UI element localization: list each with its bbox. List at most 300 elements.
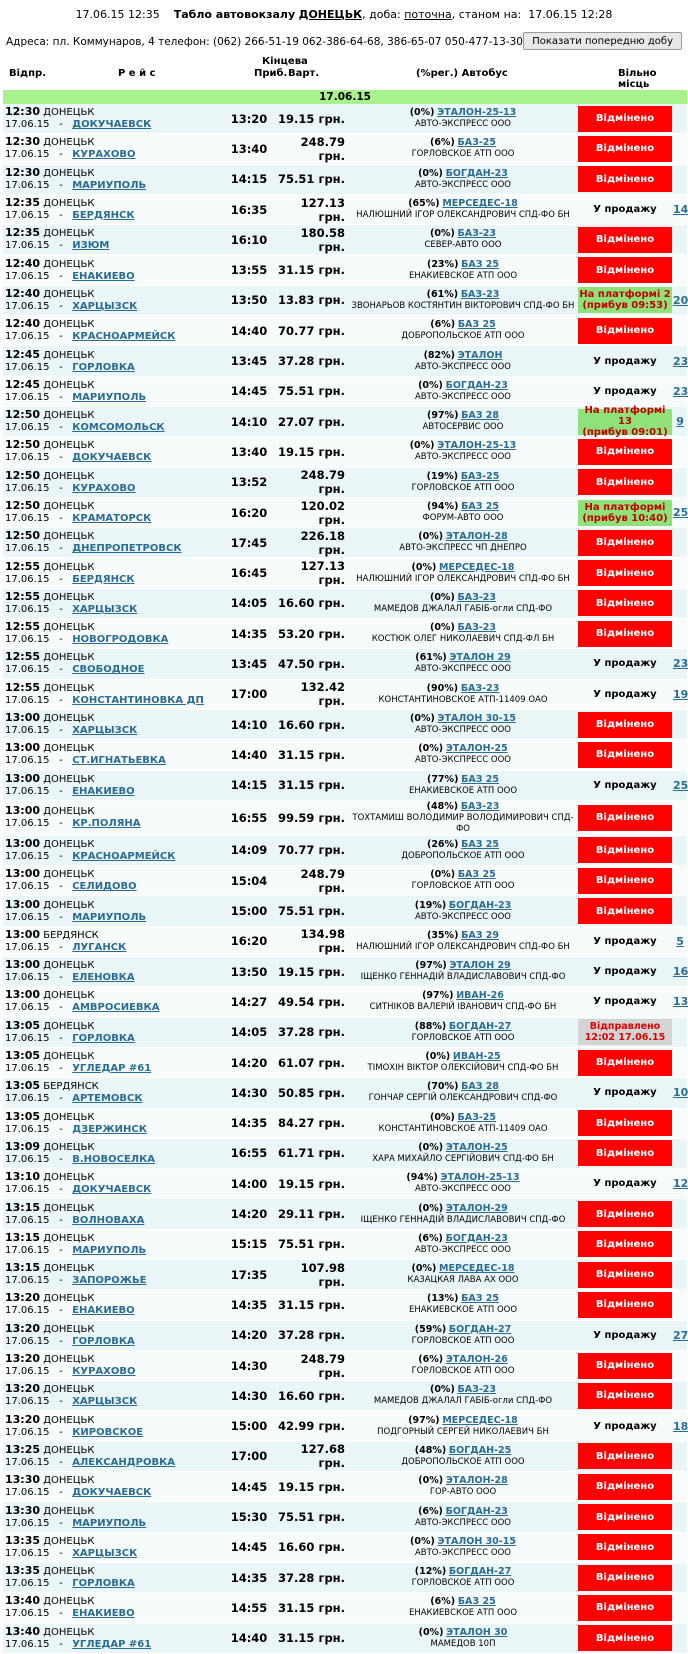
- departure-cell: 12:50 ДОНЕЦЬК 17.06.15 - ДОКУЧАЕВСК: [3, 437, 225, 467]
- table-row: [3, 1108, 687, 1138]
- departure-date: 17.06.15: [5, 1366, 50, 1378]
- destination-link[interactable]: МАРИУПОЛЬ: [72, 391, 147, 403]
- bus-model-link[interactable]: БАЗ-25: [457, 1111, 497, 1123]
- bus-cell: [349, 225, 577, 255]
- departure-cell: 12:30 ДОНЕЦЬК 17.06.15 - МАРИУПОЛЬ: [3, 164, 225, 194]
- bus-model-link[interactable]: ЭТАЛОН-25-13: [440, 1172, 520, 1184]
- occupancy-percent: (0%): [418, 1141, 444, 1153]
- seats-cell: [673, 1047, 687, 1077]
- currency: грн.: [318, 1540, 345, 1555]
- bus-model-link[interactable]: ЭТАЛОН 30-15: [437, 713, 516, 725]
- table-row: [3, 1017, 687, 1047]
- price: 248.79: [300, 468, 345, 483]
- bus-model-link[interactable]: БАЗ 25: [457, 1596, 496, 1608]
- currency: грн.: [318, 941, 345, 956]
- status-badge: У продажу: [593, 204, 657, 216]
- bus-model-link[interactable]: БОГДАН-23: [445, 1505, 508, 1517]
- bus-cell: [349, 1229, 577, 1259]
- destination-link[interactable]: КУРАХОВО: [72, 482, 136, 494]
- status-cell: [577, 679, 673, 709]
- status-badge: На платформі 2 (прибув 09:53): [579, 289, 671, 312]
- arrival-time: 14:35: [225, 1108, 273, 1138]
- price: 37.28: [278, 1025, 315, 1040]
- price: 19.15: [278, 111, 315, 126]
- bus-model-link[interactable]: ЭТАЛОН: [457, 349, 503, 361]
- bus-model-link[interactable]: БАЗ-23: [460, 800, 500, 812]
- departure-date: 17.06.15: [5, 300, 50, 312]
- bus-model-link[interactable]: ИВАН-26: [456, 990, 504, 1002]
- table-row: [3, 316, 687, 346]
- destination-link[interactable]: ГОРЛОВКА: [72, 1032, 135, 1044]
- bus-model-link[interactable]: ИВАН-25: [452, 1051, 501, 1063]
- departure-cell: 12:50 ДОНЕЦЬК 17.06.15 - КУРАХОВО: [3, 467, 225, 497]
- price-cell: [273, 800, 349, 835]
- bus-model-link[interactable]: БОГДАН-25: [448, 1444, 512, 1456]
- carrier: СЕВЕР-АВТО ООО: [424, 240, 502, 251]
- departure-time: 12:30: [5, 135, 41, 149]
- currency: грн.: [318, 596, 345, 611]
- destination-link[interactable]: ЗАПОРОЖЬЕ: [72, 1275, 147, 1287]
- status-cell: [577, 957, 673, 987]
- origin: ДОНЕЦЬК: [43, 1384, 95, 1396]
- arrival-time: 14:09: [225, 835, 273, 865]
- bus-model-link[interactable]: БАЗ 25: [461, 501, 499, 512]
- price: 29.11: [278, 1207, 315, 1222]
- table-row: [3, 649, 687, 679]
- seats-cell: [673, 1017, 687, 1047]
- destination-link[interactable]: ХАРЦЫЗСК: [72, 1396, 138, 1408]
- departure-time: 12:35: [5, 196, 41, 210]
- status-badge: Відмінено: [578, 469, 672, 495]
- price-cell: [273, 194, 349, 224]
- bus-cell: [349, 528, 577, 558]
- free-seats-link[interactable]: 23: [673, 384, 688, 398]
- bus-model-link[interactable]: ЭТАЛОН 30-15: [437, 1535, 516, 1547]
- bus-model-link[interactable]: БАЗ-23: [460, 288, 500, 300]
- origin: ДОНЕЦЬК: [43, 107, 95, 119]
- currency: грн.: [318, 1631, 345, 1646]
- destination-link[interactable]: УГЛЕДАР #61: [72, 1063, 152, 1075]
- seats-cell: [673, 1229, 687, 1259]
- free-seats-link[interactable]: 9: [676, 415, 684, 429]
- bus-model-link[interactable]: БОГДАН-23: [445, 1232, 508, 1244]
- destination-link[interactable]: КУРАХОВО: [72, 1366, 136, 1378]
- bus-model-link[interactable]: МЕРСЕДЕС-18: [442, 198, 518, 210]
- origin: ДОНЕЦЬК: [43, 501, 95, 512]
- bus-model-link[interactable]: БАЗ 28: [461, 1081, 499, 1093]
- free-seats-link[interactable]: 10: [673, 1086, 688, 1100]
- arrival-time: 14:05: [225, 1017, 273, 1047]
- destination-link[interactable]: КОМСОМОЛЬСК: [72, 422, 165, 434]
- table-row: [3, 1350, 687, 1380]
- bus-model-link[interactable]: БОГДАН-23: [448, 899, 512, 911]
- table-row: [3, 225, 687, 255]
- bus-model-link[interactable]: БАЗ 29: [461, 929, 499, 941]
- occupancy-percent: (12%): [414, 1566, 447, 1578]
- status-badge: Відмінено: [578, 1625, 672, 1651]
- carrier: ДОБРОПОЛЬСКОЕ АТП ООО: [401, 331, 525, 342]
- price-cell: [273, 528, 349, 558]
- bus-model-link[interactable]: БАЗ-23: [457, 1384, 497, 1396]
- carrier: КАЗАЦКАЯ ЛАВА АХ ООО: [407, 1275, 519, 1286]
- departure-time: 13:10: [5, 1170, 41, 1184]
- origin: ДОНЕЦЬК: [43, 440, 95, 452]
- currency: грн.: [318, 778, 345, 793]
- destination-link[interactable]: КРАМАТОРСК: [72, 513, 152, 524]
- bus-model-link[interactable]: ЭТАЛОН 30: [446, 1626, 508, 1638]
- departure-time: 13:35: [5, 1533, 41, 1547]
- departure-time: 12:40: [5, 317, 41, 331]
- departure-cell: 12:40 ДОНЕЦЬК 17.06.15 - КРАСНОАРМЕЙСК: [3, 316, 225, 346]
- destination-link[interactable]: ЕНАКИЕВО: [72, 785, 135, 797]
- departure-date: 17.06.15: [5, 881, 50, 893]
- bus-model-link[interactable]: БАЗ-23: [457, 622, 497, 634]
- free-seats-link[interactable]: 14: [673, 203, 688, 217]
- bus-model-link[interactable]: БАЗ 25: [457, 319, 496, 331]
- origin: ДОНЕЦЬК: [43, 319, 95, 331]
- carrier: АВТО-ЭКСПРЕСС ООО: [414, 755, 512, 766]
- status-badge: У продажу: [593, 1178, 657, 1190]
- destination-link[interactable]: ДНЕПРОПЕТРОВСК: [72, 543, 182, 555]
- bus-model-link[interactable]: МЕРСЕДЕС-18: [442, 1414, 518, 1426]
- bus-model-link[interactable]: МЕРСЕДЕС-18: [439, 561, 515, 573]
- currency: грн.: [318, 904, 345, 919]
- table-row: [3, 406, 687, 436]
- seats-cell: [673, 987, 687, 1017]
- status-badge: Відмінено: [578, 1201, 672, 1227]
- price-cell: [273, 406, 349, 436]
- origin: ДОНЕЦЬК: [43, 1051, 95, 1063]
- destination-link[interactable]: ВОЛНОВАХА: [72, 1214, 145, 1226]
- destination-link[interactable]: ЕЛЕНОВКА: [72, 972, 135, 984]
- seats-cell: [673, 1169, 687, 1199]
- free-seats-link[interactable]: 16: [673, 965, 688, 979]
- bus-model-link[interactable]: БАЗ 25: [461, 258, 499, 270]
- status-cell: [577, 437, 673, 467]
- bus-model-link[interactable]: БАЗ-25: [457, 137, 497, 149]
- departure-cell: 13:40 ДОНЕЦЬК 17.06.15 - УГЛЕДАР #61: [3, 1623, 225, 1653]
- departure-cell: 13:20 ДОНЕЦЬК 17.06.15 - ЕНАКИЕВО: [3, 1290, 225, 1320]
- departure-time: 13:20: [5, 1291, 41, 1305]
- bus-model-link[interactable]: ЭТАЛОН 29: [449, 960, 511, 972]
- destination-link[interactable]: КИРОВСКОЕ: [72, 1426, 144, 1438]
- bus-model-link[interactable]: БОГДАН-27: [448, 1323, 512, 1335]
- occupancy-percent: (0%): [429, 1111, 455, 1123]
- currency: грн.: [318, 964, 345, 979]
- departure-time: 12:50: [5, 499, 41, 512]
- price-cell: [273, 1108, 349, 1138]
- destination-link[interactable]: СТ.ИГНАТЬЕВКА: [72, 755, 166, 767]
- carrier: ЕНАКИЕВСКОЕ АТП ООО: [408, 1305, 518, 1316]
- price: 70.77: [278, 323, 315, 338]
- occupancy-percent: (0%): [418, 531, 444, 543]
- status-cell: [577, 1623, 673, 1653]
- table-row: [3, 1229, 687, 1259]
- departure-cell: 13:20 ДОНЕЦЬК 17.06.15 - КУРАХОВО: [3, 1350, 225, 1380]
- destination-link[interactable]: КР.ПОЛЯНА: [72, 818, 141, 830]
- destination-link[interactable]: МАРИУПОЛЬ: [72, 179, 147, 191]
- destination-link[interactable]: ДОКУЧАЕВСК: [72, 119, 152, 131]
- free-seats-link[interactable]: 23: [673, 657, 688, 671]
- currency: грн.: [318, 354, 345, 369]
- arrival-time: 16:55: [225, 800, 273, 835]
- bus-cell: [349, 1623, 577, 1653]
- departure-time: 12:55: [5, 620, 41, 634]
- currency: грн.: [318, 111, 345, 126]
- departure-date: 17.06.15: [5, 1335, 50, 1347]
- destination-link[interactable]: ИЗЮМ: [72, 240, 110, 252]
- bus-cell: [349, 1441, 577, 1471]
- departure-time: 13:00: [5, 958, 41, 972]
- departure-date: 17.06.15: [5, 573, 50, 585]
- destination-link[interactable]: ЕНАКИЕВО: [72, 1608, 135, 1620]
- departure-date: 17.06.15: [5, 941, 50, 953]
- bus-model-link[interactable]: ЭТАЛОН-28: [445, 1475, 508, 1487]
- bus-model-link[interactable]: БОГДАН-23: [445, 167, 508, 179]
- origin: ДОНЕЦЬК: [43, 1111, 95, 1123]
- status-cell: [577, 164, 673, 194]
- price-cell: [273, 1381, 349, 1411]
- status-badge: У продажу: [593, 1087, 657, 1099]
- destination-link[interactable]: ХАРЦЫЗСК: [72, 603, 138, 615]
- bus-model-link[interactable]: ЭТАЛОН-25: [445, 1141, 508, 1153]
- free-seats-link[interactable]: 19: [673, 687, 688, 701]
- status-badge: Відмінено: [578, 1353, 672, 1379]
- departure-cell: 13:10 ДОНЕЦЬК 17.06.15 - ДОКУЧАЕВСК: [3, 1169, 225, 1199]
- bus-cell: [349, 1138, 577, 1168]
- destination-link[interactable]: МАРИУПОЛЬ: [72, 1244, 147, 1256]
- seats-cell: [673, 896, 687, 926]
- departure-cell: 12:40 ДОНЕЦЬК 17.06.15 - ЕНАКИЕВО: [3, 255, 225, 285]
- destination-link[interactable]: В.НОВОСЕЛКА: [72, 1153, 156, 1165]
- occupancy-percent: (61%): [415, 652, 447, 664]
- as-of-label: станом на:: [458, 8, 522, 21]
- destination-link[interactable]: ДЗЕРЖИНСК: [72, 1123, 147, 1135]
- bus-model-link[interactable]: БАЗ-23: [457, 228, 497, 240]
- free-seats-link[interactable]: 27: [673, 1328, 688, 1342]
- bus-model-link[interactable]: БАЗ 25: [457, 869, 496, 881]
- status-cell: [577, 528, 673, 558]
- bus-cell: [349, 1381, 577, 1411]
- free-seats-link[interactable]: 25: [673, 506, 688, 519]
- price-cell: [273, 1441, 349, 1471]
- date-row: [3, 90, 687, 104]
- currency: грн.: [318, 1055, 345, 1070]
- bus-model-link[interactable]: БАЗ 25: [461, 838, 499, 850]
- departure-time: 13:00: [5, 711, 41, 725]
- occupancy-percent: (0%): [418, 1475, 444, 1487]
- free-seats-link[interactable]: 5: [676, 934, 684, 948]
- destination-link[interactable]: ХАРЦЫЗСК: [72, 725, 138, 737]
- departure-date: 17.06.15: [5, 1305, 50, 1317]
- bus-model-link[interactable]: ЭТАЛОН-28: [445, 531, 508, 543]
- destination-link[interactable]: ЛУГАНСК: [72, 941, 127, 953]
- previous-day-button[interactable]: Показати попередню добу: [523, 32, 682, 50]
- bus-cell: [349, 1532, 577, 1562]
- price-cell: [273, 558, 349, 588]
- status-badge: У продажу: [593, 935, 657, 947]
- currency: грн.: [318, 1388, 345, 1403]
- station-link[interactable]: ДОНЕЦЬК: [298, 8, 363, 21]
- bus-model-link[interactable]: БАЗ 25: [461, 773, 499, 785]
- bus-cell: [349, 1290, 577, 1320]
- destination-link[interactable]: ХАРЦЫЗСК: [72, 1547, 138, 1559]
- price-cell: [273, 1047, 349, 1077]
- destination-link[interactable]: УГЛЕДАР #61: [72, 1638, 152, 1650]
- origin: ДОНЕЦЬК: [43, 198, 95, 210]
- seats-cell: [673, 164, 687, 194]
- free-seats-link[interactable]: 18: [673, 1419, 688, 1433]
- status-cell: [577, 316, 673, 346]
- price: 19.15: [278, 1479, 315, 1494]
- bus-model-link[interactable]: БОГДАН-23: [445, 379, 508, 391]
- occupancy-percent: (6%): [430, 1596, 456, 1608]
- destination-link[interactable]: ДОКУЧАЕВСК: [72, 452, 152, 464]
- departure-cell: 13:09 ДОНЕЦЬК 17.06.15 - В.НОВОСЕЛКА: [3, 1138, 225, 1168]
- destination-link[interactable]: ЕНАКИЕВО: [72, 270, 135, 282]
- status-cell: [577, 800, 673, 835]
- departure-date: 17.06.15: [5, 755, 50, 767]
- destination-link[interactable]: МАРИУПОЛЬ: [72, 911, 147, 923]
- destination-link[interactable]: КУРАХОВО: [72, 149, 136, 161]
- status-cell: [577, 255, 673, 285]
- bus-model-link[interactable]: БАЗ-23: [457, 591, 497, 603]
- currency: грн.: [318, 1297, 345, 1312]
- arrival-time: 16:45: [225, 558, 273, 588]
- arrival-time: 13:50: [225, 285, 273, 315]
- destination-link[interactable]: КРАСНОАРМЕЙСК: [72, 331, 176, 343]
- bus-model-link[interactable]: БОГДАН-27: [448, 1566, 512, 1578]
- departure-cell: 12:35 ДОНЕЦЬК 17.06.15 - ИЗЮМ: [3, 225, 225, 255]
- departure-cell: 13:15 ДОНЕЦЬК 17.06.15 - МАРИУПОЛЬ: [3, 1229, 225, 1259]
- currency: грн.: [318, 994, 345, 1009]
- status-badge: Відмінено: [578, 712, 672, 738]
- bus-model-link[interactable]: БАЗ 28: [461, 410, 499, 422]
- bus-model-link[interactable]: ЭТАЛОН 29: [449, 652, 511, 664]
- status-cell: [577, 835, 673, 865]
- status-cell: [577, 1138, 673, 1168]
- address-bar: [0, 30, 688, 54]
- seats-cell: [673, 709, 687, 739]
- occupancy-percent: (0%): [429, 228, 455, 240]
- departure-cell: 12:50 ДОНЕЦЬК 17.06.15 - КРАМАТОРСК: [3, 497, 225, 527]
- carrier: АВТО-ЭКСПРЕСС ООО: [414, 391, 512, 402]
- bus-model-link[interactable]: ЭТАЛОН-29: [445, 1202, 508, 1214]
- departure-cell: 13:00 БЕРДЯНСК 17.06.15 - ЛУГАНСК: [3, 926, 225, 956]
- seats-cell: [673, 835, 687, 865]
- table-row: [3, 1381, 687, 1411]
- seats-cell: [673, 1502, 687, 1532]
- bus-cell: [349, 588, 577, 618]
- bus-cell: [349, 1593, 577, 1623]
- destination-link[interactable]: СЕЛИДОВО: [72, 881, 137, 893]
- status-badge: Відмінено: [578, 257, 672, 283]
- destination-link[interactable]: АМВРОСИЕВКА: [72, 1002, 160, 1014]
- origin: ДОНЕЦЬК: [43, 1596, 95, 1608]
- departure-date: 17.06.15: [5, 1093, 50, 1105]
- destination-link[interactable]: ДОКУЧАЕВСК: [72, 1487, 152, 1499]
- bus-model-link[interactable]: ЭТАЛОН-26: [445, 1354, 508, 1366]
- carrier: ТОХТАМИШ ВОЛОДИМИР ВОЛОДИМИРОВИЧ СПД-ФО: [352, 812, 574, 834]
- destination-link[interactable]: АЛЕКСАНДРОВКА: [72, 1456, 175, 1468]
- price: 16.60: [278, 1540, 315, 1555]
- carrier: ГОР-АВТО ООО: [429, 1487, 497, 1498]
- bus-model-link[interactable]: ЭТАЛОН-25: [445, 743, 508, 755]
- bus-model-link[interactable]: ЭТАЛОН-25-13: [437, 440, 517, 452]
- departure-time: 13:00: [5, 867, 41, 881]
- bus-model-link[interactable]: БАЗ-25: [460, 470, 500, 482]
- table-row: [3, 1047, 687, 1077]
- status-badge: На платформі 13 (прибув 09:01): [578, 409, 672, 435]
- price: 132.42: [300, 680, 345, 695]
- carrier: АВТО-ЭКСПРЕСС ЧП ДНЕПРО: [399, 543, 527, 554]
- destination-link[interactable]: ГОРЛОВКА: [72, 1335, 135, 1347]
- bus-cell: [349, 1472, 577, 1502]
- destination-link[interactable]: ХАРЦЫЗСК: [72, 300, 138, 312]
- arrival-time: 14:20: [225, 1047, 273, 1077]
- destination-link[interactable]: ГОРЛОВКА: [72, 1578, 135, 1590]
- free-seats-link[interactable]: 13: [673, 995, 688, 1009]
- carrier: НАЛЮШНИЙ ІГОР ОЛЕКСАНДРОВИЧ СПД-ФО БН: [356, 573, 570, 584]
- carrier: ГОРЛОВСКОЕ АТП ООО: [411, 1335, 515, 1346]
- table-row: [3, 558, 687, 588]
- price: 16.60: [278, 1388, 315, 1403]
- free-seats-link[interactable]: 20: [673, 293, 688, 307]
- destination-link[interactable]: ЕНАКИЕВО: [72, 1305, 135, 1317]
- bus-model-link[interactable]: БАЗ 25: [461, 1293, 499, 1305]
- arrival-time: 14:35: [225, 1562, 273, 1592]
- day-label: доба:: [369, 8, 401, 21]
- free-seats-link[interactable]: 12: [673, 1177, 688, 1191]
- arrival-time: 14:20: [225, 1320, 273, 1350]
- departure-cell: 13:00 ДОНЕЦЬК 17.06.15 - МАРИУПОЛЬ: [3, 896, 225, 926]
- bus-model-link[interactable]: БОГДАН-27: [448, 1020, 512, 1032]
- bus-model-link[interactable]: МЕРСЕДЕС-18: [439, 1263, 515, 1275]
- destination-link[interactable]: ДОКУЧАЕВСК: [72, 1184, 152, 1196]
- currency: грн.: [318, 1570, 345, 1585]
- destination-link[interactable]: НОВОГРОДОВКА: [72, 634, 169, 646]
- destination-link[interactable]: КРАСНОАРМЕЙСК: [72, 850, 176, 862]
- destination-link[interactable]: ГОРЛОВКА: [72, 361, 135, 373]
- price: 127.13: [300, 559, 345, 574]
- bus-model-link[interactable]: БАЗ-23: [460, 682, 500, 694]
- destination-link[interactable]: БЕРДЯНСК: [72, 210, 135, 222]
- seats-cell: [673, 1320, 687, 1350]
- bus-cell: [349, 957, 577, 987]
- departure-cell: 13:40 ДОНЕЦЬК 17.06.15 - ЕНАКИЕВО: [3, 1593, 225, 1623]
- destination-link[interactable]: МАРИУПОЛЬ: [72, 1517, 147, 1529]
- seats-cell: [673, 1562, 687, 1592]
- destination-link[interactable]: СВОБОДНОЕ: [72, 664, 145, 676]
- bus-model-link[interactable]: ЭТАЛОН-25-13: [437, 107, 517, 119]
- status-badge: Відмінено: [578, 439, 672, 465]
- table-row: [3, 1199, 687, 1229]
- departure-time: 13:20: [5, 1321, 41, 1335]
- destination-link[interactable]: КОНСТАНТИНОВКА ДП: [72, 694, 204, 706]
- free-seats-link[interactable]: 23: [673, 354, 688, 368]
- seats-cell: [673, 406, 687, 436]
- destination-link[interactable]: АРТЕМОВСК: [72, 1093, 143, 1105]
- currency: грн.: [318, 1365, 345, 1380]
- departure-date: 17.06.15: [5, 1426, 50, 1438]
- occupancy-percent: (70%): [426, 1081, 459, 1093]
- destination-link[interactable]: БЕРДЯНСК: [72, 573, 135, 585]
- price-cell: [273, 1593, 349, 1623]
- bus-cell: [349, 619, 577, 649]
- status-badge: У продажу: [593, 658, 657, 670]
- free-seats-link[interactable]: 25: [673, 778, 688, 792]
- day-selector[interactable]: поточна: [404, 8, 452, 21]
